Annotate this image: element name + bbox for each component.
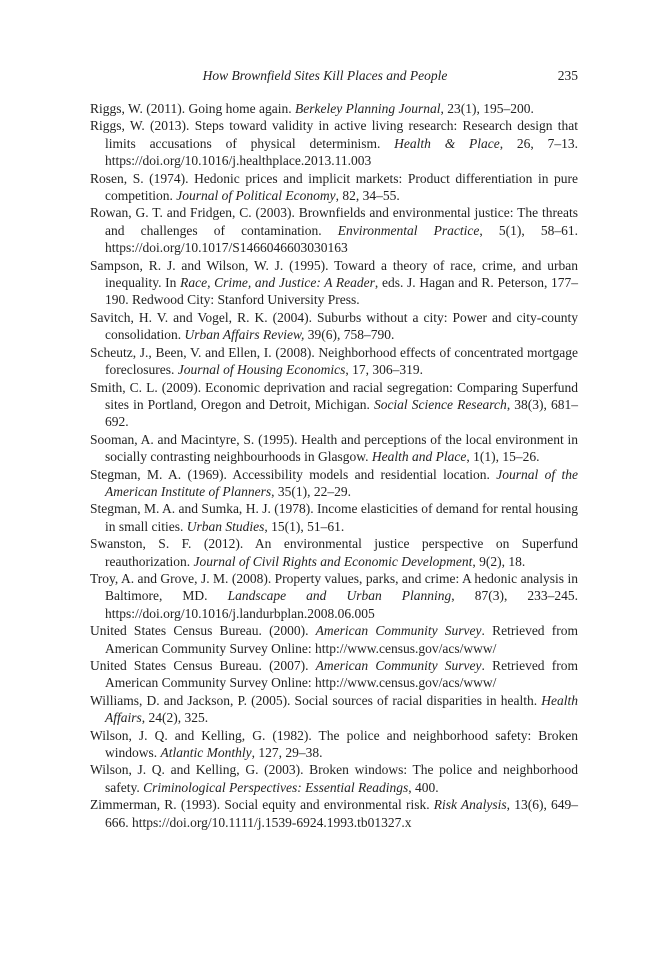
ref-details: , 1(1), 15–26. — [466, 449, 540, 465]
reference-list — [90, 100, 578, 831]
ref-details: , 87(3), 233–245. https://doi.org/10.1016/j.landurbplan.2008.06.005 — [105, 588, 579, 621]
ref-details: , 82, 34–55. — [335, 188, 400, 204]
ref-text: Zimmerman, R. (1993). Social equity and environmental risk. — [90, 797, 434, 813]
ref-text: Savitch, H. V. and Vogel, R. K. (2004). Suburbs without a city: Power and city-county consolidation. — [90, 309, 578, 343]
ref-details: 39(6), 758–790. — [304, 327, 395, 343]
ref-details: , 13(6), 649–666. https://doi.org/10.1111/j.1539-6924.1993.tb01327.x — [105, 797, 578, 830]
reference-entry — [90, 170, 578, 205]
ref-details: . Retrieved from American Community Survey Online: http://www.census.gov/acs/www/ — [105, 658, 578, 691]
ref-details: , 24(2), 325. — [141, 710, 209, 726]
ref-source-title: Journal of Civil Rights and Economic Development — [193, 553, 473, 569]
reference-entry — [90, 100, 578, 117]
running-head — [90, 68, 578, 86]
ref-text: Riggs, W. (2013). Steps toward validity in active living research: Research design that limits accusations of physical determinism. — [90, 118, 578, 151]
ref-details: , 9(2), 18. — [472, 553, 526, 569]
ref-source-title: Berkeley Planning Journal — [295, 101, 441, 116]
ref-details: , 35(1), 22–29. — [271, 483, 351, 499]
ref-text: Stegman, M. A. (1969). Accessibility models and residential location. — [90, 466, 497, 482]
reference-entry — [90, 500, 578, 535]
ref-text: Smith, C. L. (2009). Economic deprivation and racial segregation: Comparing Superfund sites in Portland, Oregon and Detroit, Michigan. — [90, 379, 578, 412]
ref-details: , 15(1), 51–61. — [264, 518, 345, 534]
ref-source-title: Urban Affairs Review, — [184, 327, 305, 343]
reference-entry — [90, 431, 578, 466]
reference-entry — [90, 622, 578, 657]
reference-entry — [90, 379, 578, 431]
ref-text: Troy, A. and Grove, J. M. (2008). Property values, parks, and crime: A hedonic analysis in Baltimore, MD. — [90, 570, 578, 604]
ref-details: , 38(3), 681–692. — [105, 396, 578, 430]
ref-text: Riggs, W. (2011). Going home again. — [90, 101, 295, 116]
ref-text: Sampson, R. J. and Wilson, W. J. (1995). Toward a theory of race, crime, and urban inequality. In — [90, 257, 578, 291]
ref-text: Williams, D. and Jackson, P. (2005). Social sources of racial disparities in health. — [90, 692, 542, 708]
running-head-title: How Brownfield Sites Kill Places and People — [202, 68, 448, 83]
ref-text: Scheutz, J., Been, V. and Ellen, I. (2008). Neighborhood effects of concentrated mortgage foreclosures. — [90, 344, 578, 378]
ref-text: Rowan, G. T. and Fridgen, C. (2003). Brownfields and environmental justice: The threats and challenges of contamination. — [90, 205, 578, 238]
ref-source-title: Health Affairs — [105, 692, 578, 726]
reference-entry — [90, 692, 578, 727]
ref-text: Rosen, S. (1974). Hedonic prices and implicit markets: Product differentiation in pure competition. — [90, 170, 578, 204]
ref-source-title: Journal of the American Institute of Planners — [105, 466, 579, 499]
ref-source-title: Urban Studies — [186, 518, 265, 534]
ref-details: , 26, 7–13. https://doi.org/10.1016/j.healthplace.2013.11.003 — [105, 135, 578, 169]
ref-details: , 127, 29–38. — [251, 745, 323, 761]
reference-entry — [90, 309, 578, 344]
reference-entry — [90, 535, 578, 570]
ref-source-title: Risk Analysis — [433, 797, 507, 813]
ref-source-title: Health & Place — [394, 135, 500, 151]
reference-entry — [90, 466, 578, 501]
reference-entry — [90, 344, 578, 379]
reference-entry — [90, 657, 578, 692]
ref-source-title: American Community Survey — [315, 658, 482, 673]
ref-details: , 23(1), 195–200. — [440, 101, 534, 116]
ref-text: United States Census Bureau. (2000). — [90, 623, 316, 639]
ref-details: . Retrieved from American Community Survey Online: http://www.census.gov/acs/www/ — [105, 623, 578, 656]
reference-entry — [90, 761, 578, 796]
ref-source-title: Social Science Research — [373, 396, 507, 412]
reference-entry — [90, 570, 578, 622]
reference-entry — [90, 117, 578, 169]
ref-source-title: Criminological Perspectives: Essential Readings — [143, 779, 409, 795]
ref-details: , eds. J. Hagan and R. Peterson, 177–190. Redwood City: Stanford University Press. — [105, 275, 578, 308]
ref-source-title: American Community Survey — [315, 623, 482, 639]
ref-source-title: Journal of Housing Economics — [177, 362, 346, 378]
ref-text: United States Census Bureau. (2007). — [90, 658, 316, 673]
reference-entry — [90, 204, 578, 256]
ref-details: , 5(1), 58–61. https://doi.org/10.1017/S1466046603030163 — [105, 222, 578, 256]
reference-entry — [90, 727, 578, 762]
ref-details: , 400. — [408, 779, 439, 795]
ref-details: , 17, 306–319. — [345, 362, 423, 378]
ref-source-title: Environmental Practice — [337, 222, 480, 238]
ref-source-title: Landscape and Urban Planning — [227, 588, 452, 604]
reference-entry — [90, 257, 578, 309]
ref-source-title: Race, Crime, and Justice: A Reader — [180, 275, 375, 291]
page-number: 235 — [557, 68, 578, 83]
ref-text: Wilson, J. Q. and Kelling, G. (2003). Broken windows: The police and neighborhood safety. — [90, 762, 578, 795]
ref-text: Sooman, A. and Macintyre, S. (1995). Health and perceptions of the local environment in socially contrasting neighbourhoods in Glasgow. — [90, 431, 578, 465]
reference-entry — [90, 796, 578, 831]
ref-text: Swanston, S. F. (2012). An environmental justice perspective on Superfund reauthorization. — [90, 536, 578, 569]
ref-source-title: Health and Place — [371, 449, 467, 465]
ref-source-title: Atlantic Monthly — [160, 745, 252, 761]
ref-text: Wilson, J. Q. and Kelling, G. (1982). The police and neighborhood safety: Broken windows. — [90, 727, 578, 761]
ref-source-title: Journal of Political Economy — [176, 188, 336, 204]
ref-text: Stegman, M. A. and Sumka, H. J. (1978). Income elasticities of demand for rental housing in small cities. — [90, 501, 578, 534]
